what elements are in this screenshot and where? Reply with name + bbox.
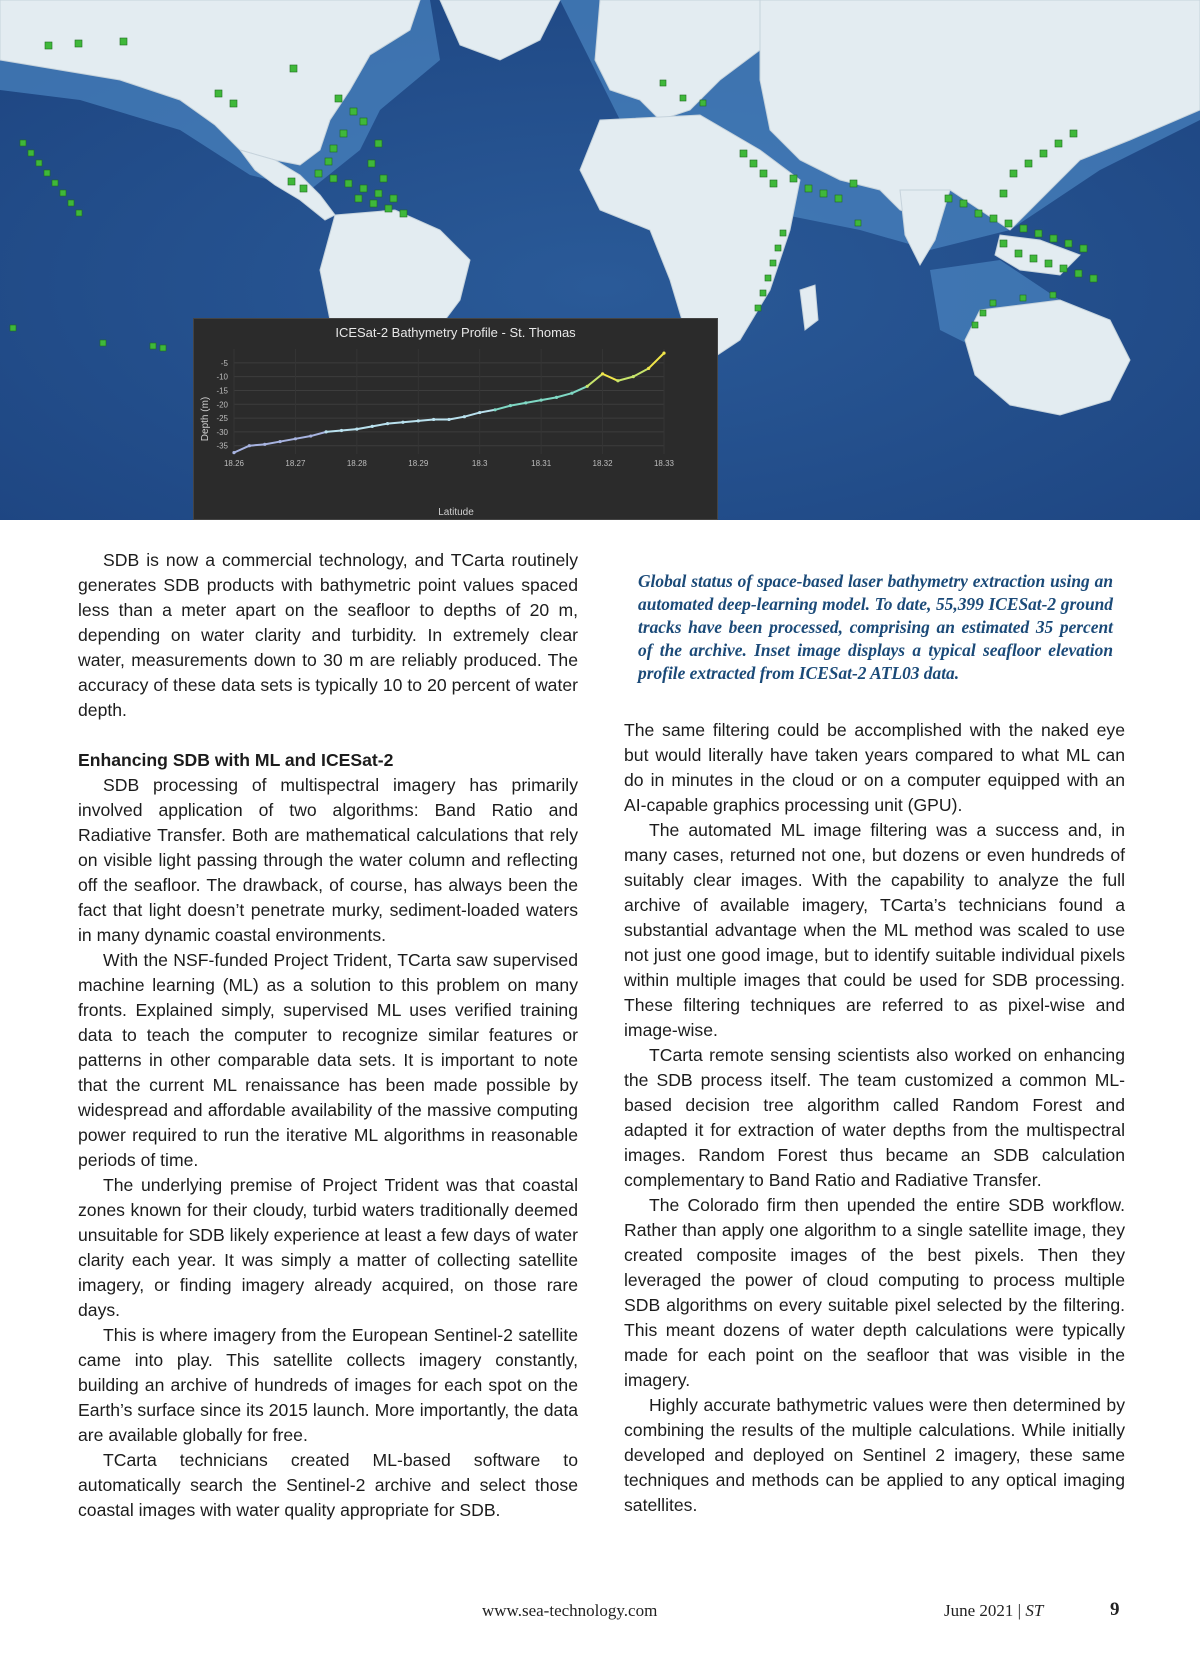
world-map-figure <box>0 0 1200 520</box>
right-paragraph-2: The automated ML image filtering was a success and, in many cases, returned not one, but dozens or even hundreds of suitably clear images. With the capability to analyze the full archive of available imagery, TCarta’s technicians found a substantial advantage when the ML method was scaled to use not just one good image, but to identify suitable individual pixels within multiple images that could be used for SDB processing. These filtering techniques are referred to as pixel-wise and image-wise. <box>624 820 1125 1040</box>
y-tick-label: -35 <box>216 441 228 451</box>
left-paragraph-2: SDB processing of multispectral imagery has primarily involved application of two algorithms: Band Ratio and Radiative Transfer. Both are mathematical calculations that rely on visible light passing through the water column and reflecting off the seafloor. The drawback, of course, has always been the fact that light doesn’t penetrate murky, sediment-loaded waters in many dynamic coastal environments. <box>78 775 578 945</box>
profile-segment <box>326 431 341 432</box>
y-tick-labels <box>216 359 228 451</box>
profile-point <box>386 422 389 425</box>
x-tick-label: 18.28 <box>346 459 367 468</box>
y-tick-label: -5 <box>220 358 228 368</box>
profile-point <box>463 415 466 418</box>
left-text-column <box>78 548 578 1523</box>
profile-segment <box>234 446 249 453</box>
profile-point <box>401 421 404 424</box>
right-paragraph-4: The Colorado firm then upended the entire SDB workflow. Rather than apply one algorithm to a single satellite image, they created composite images of the best pixels. Then they leveraged the power of cloud computing to process multiple SDB algorithms on every suitable pixel selected by the filtering. This meant dozens of water depth calculations were typically made for each point on the seafloor that was visible in the imagery. <box>624 1195 1125 1390</box>
profile-segment <box>372 424 387 427</box>
profile-point <box>263 443 266 446</box>
profile-point <box>647 367 650 370</box>
profile-point <box>232 451 235 454</box>
y-tick-label: -25 <box>216 414 228 424</box>
page-number: 9 <box>1110 1599 1120 1620</box>
profile-segment <box>449 417 464 420</box>
profile-point <box>509 404 512 407</box>
profile-point <box>662 352 665 355</box>
x-tick-label: 18.29 <box>408 459 429 468</box>
y-tick-label: -10 <box>216 372 228 382</box>
profile-segment <box>249 444 264 445</box>
profile-point <box>524 401 527 404</box>
footer-website-link[interactable]: www.sea-technology.com <box>482 1601 658 1620</box>
right-paragraph-3: TCarta remote sensing scientists also worked on enhancing the SDB process itself. The team customized a common ML-based decision tree algorithm called Random Forest and adapted it for extraction of water depths from the multispectral images. Random Forest thus became an SDB calculation complementary to Band Ratio and Radiative Transfer. <box>624 1045 1125 1190</box>
x-tick-label: 18.3 <box>471 459 488 468</box>
y-axis-label: Depth (m) <box>200 396 211 442</box>
right-paragraph-1: The same filtering could be accomplished with the naked eye but would literally have taken years compared to what ML can do in minutes in the cloud or on a computer equipped with an AI-capable graphics processing unit (GPU). <box>624 720 1125 815</box>
profile-segment <box>265 442 280 445</box>
profile-point <box>447 418 450 421</box>
profile-segment <box>587 374 602 386</box>
y-tick-label: -30 <box>216 427 228 437</box>
profile-segment <box>357 426 372 429</box>
x-tick-label: 18.31 <box>531 459 552 468</box>
profile-point <box>478 411 481 414</box>
left-paragraph-5: This is where imagery from the European Sentinel-2 satellite came into play. This satellite collects imagery constantly, building an archive of hundreds of images for each spot on the Earth’s surface since its 2015 launch. More importantly, the data are available globally for free. <box>78 1325 578 1445</box>
profile-point <box>340 429 343 432</box>
footer-issue-date <box>944 1601 1043 1621</box>
profile-point <box>540 399 543 402</box>
profile-point <box>278 440 281 443</box>
inset-chart <box>193 318 718 520</box>
x-tick-label: 18.33 <box>653 459 675 468</box>
profile-point <box>248 444 251 447</box>
footer-magazine-name: ST <box>1025 1601 1044 1620</box>
profile-segment <box>342 429 357 430</box>
profile-segment <box>495 406 510 410</box>
inset-chart-plot <box>194 319 719 520</box>
left-paragraph-3: With the NSF-funded Project Trident, TCarta saw supervised machine learning (ML) as a solution to this problem on many fronts. Explained simply, supervised ML uses verified training data to teach the computer to recognize similar features or patterns in other comparable data sets. It is important to note that the current ML renaissance has been made possible by widespread and affordable availability of the massive computing power required to run the iterative ML algorithms in reasonable periods of time. <box>78 950 578 1170</box>
depth-profile-series <box>232 352 665 455</box>
profile-segment <box>572 386 587 393</box>
profile-segment <box>311 432 326 436</box>
profile-segment <box>557 393 572 397</box>
profile-point <box>309 434 312 437</box>
x-tick-label: 18.27 <box>285 459 306 468</box>
profile-segment <box>388 422 403 423</box>
profile-point <box>355 428 358 431</box>
profile-segment <box>510 403 525 406</box>
profile-point <box>417 419 420 422</box>
y-tick-label: -20 <box>216 400 228 410</box>
x-tick-label: 18.32 <box>592 459 613 468</box>
profile-point <box>632 375 635 378</box>
profile-segment <box>480 410 495 413</box>
right-text-column <box>624 718 1125 1518</box>
profile-point <box>616 379 619 382</box>
profile-segment <box>526 400 541 403</box>
x-tick-label: 18.26 <box>223 459 245 468</box>
profile-point <box>570 392 573 395</box>
profile-segment <box>280 439 295 442</box>
profile-point <box>371 425 374 428</box>
x-tick-labels <box>224 459 675 468</box>
profile-point <box>601 372 604 375</box>
profile-segment <box>418 419 433 420</box>
left-paragraph-1: SDB is now a commercial technology, and TCarta routinely generates SDB products with bathymetric point values spaced less than a meter apart on the seafloor to depths of 20 m, depending on water clarity and turbidity. In extremely clear water, measurements down to 30 m are reliably produced. The accuracy of these data sets is typically 10 to 20 percent of water depth. <box>78 550 578 720</box>
profile-segment <box>541 397 556 400</box>
left-paragraph-4: The underlying premise of Project Trident was that coastal zones known for their cloudy, turbid waters traditionally deemed unsuitable for SDB likely experience at least a few days of water clarity each year. It was simply a matter of collecting satellite imagery, or finding imagery already acquired, on those rare days. <box>78 1175 578 1320</box>
profile-point <box>586 385 589 388</box>
section-heading: Enhancing SDB with ML and ICESat-2 <box>78 750 394 770</box>
right-paragraph-5: Highly accurate bathymetric values were then determined by combining the results of the multiple calculations. While initially developed and deployed on Sentinel 2 imagery, these same techniques and methods can be applied to any optical imaging satellites. <box>624 1395 1125 1515</box>
profile-segment <box>403 421 418 422</box>
profile-point <box>294 437 297 440</box>
profile-segment <box>649 353 664 368</box>
inset-chart-title: ICESat-2 Bathymetry Profile - St. Thomas <box>335 325 576 340</box>
profile-point <box>432 418 435 421</box>
profile-segment <box>633 368 648 376</box>
x-axis-label: Latitude <box>438 507 474 518</box>
profile-segment <box>295 436 310 439</box>
profile-segment <box>464 413 479 417</box>
figure-caption: Global status of space-based laser bathymetry extraction using an automated deep-learning model. To date, 55,399 ICESat-2 ground tracks have been processed, comprising an estimated 35 percent of the archive. Inset image displays a typical seafloor elevation profile extracted from ICESat-2 ATL03 data. <box>638 571 1113 683</box>
profile-point <box>493 408 496 411</box>
left-paragraph-6: TCarta technicians created ML-based software to automatically search the Sentinel-2 archive and select those coastal images with water quality appropriate for SDB. <box>78 1450 578 1520</box>
profile-segment <box>603 374 618 381</box>
footer-date-text: June 2021 | <box>944 1601 1022 1620</box>
profile-point <box>555 396 558 399</box>
profile-segment <box>618 377 633 381</box>
y-tick-label: -15 <box>216 386 228 396</box>
profile-point <box>325 430 328 433</box>
